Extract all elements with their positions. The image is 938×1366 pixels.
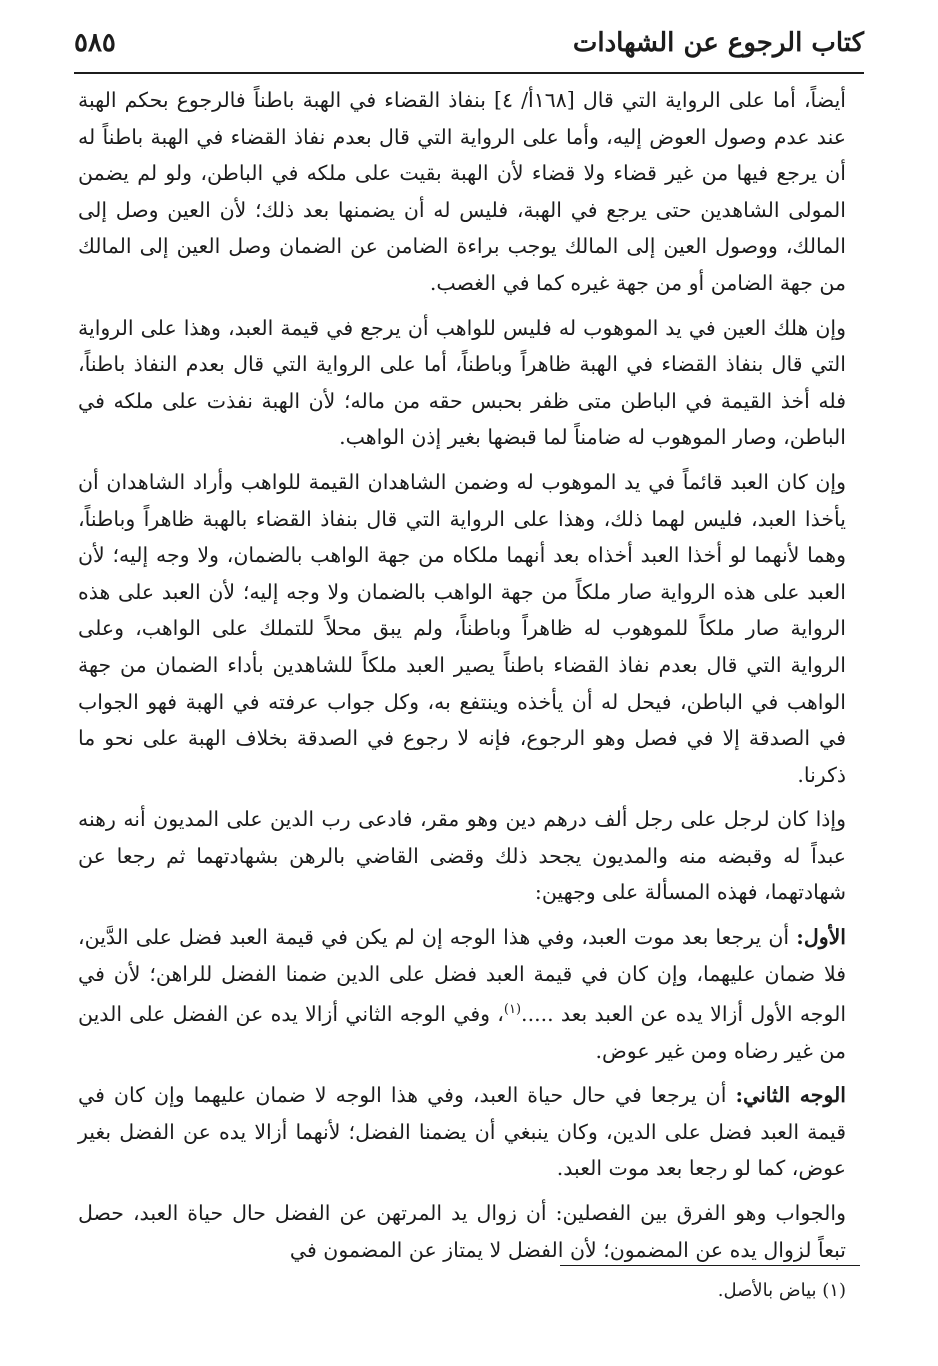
footnote-text: بياض بالأصل. bbox=[717, 1280, 817, 1301]
main-text bbox=[78, 82, 846, 1276]
first-case-paragraph bbox=[78, 919, 846, 1069]
paragraph-2: وإن هلك العين في يد الموهوب له فليس للواهب أن يرجع في قيمة العبد، وهذا على الرواية التي قال بنفاذ القضاء في الهبة ظاهراً وباطناً، أما على الرواية التي قال بعدم النفاذ باطناً، فله أخذ القيمة في الباطن متى ظفر بحبس حقه من ماله؛ لأن الهبة نفذت على ملكه في الباطن، وصار الموهوب له ضامناً لما قبضها بغير إذن الواهب. bbox=[78, 315, 846, 450]
first-case-text: أن يرجعا بعد موت العبد، وفي هذا الوجه إن لم يكن في قيمة العبد فضل على الدَّين، فلا ضمان عليهما، وإن كان في قيمة العبد فضل على الدين ضمنا الفضل للراهن؛ لأن في الوجه الأول أزالا يده عن العبد بعد ..... bbox=[78, 925, 847, 1027]
first-case-lead: الأول: bbox=[796, 925, 846, 950]
page-header bbox=[74, 22, 864, 74]
second-case-paragraph bbox=[78, 1077, 846, 1187]
paragraph-3: وإن كان العبد قائماً في يد الموهوب له وضمن الشاهدان القيمة للواهب وأراد الشاهدان أن يأخذا العبد، فليس لهما ذلك، وهذا على الرواية التي قال بنفاذ القضاء بالهبة ظاهراً وباطناً، وهما لأنهما لو أخذا العبد أخذاه بعد أنهما ملكاه من جهة الواهب بالضمان، ولا وجه إليه؛ لأن العبد على هذه الرواية صار ملكاً من جهة الواهب بالضمان ولا وجه إليه؛ لأن العبد على هذه الرواية صار ملكاً للموهوب له ظاهراً وباطناً، ولم يبق محلاً للتملك على الواهب، وعلى الرواية التي قال بعدم نفاذ القضاء باطناً يصير العبد ملكاً للشاهدين بأداء الضمان من جهة الواهب في الباطن، فيحل له أن يأخذه وينتفع به، وكل جواب عرفته في الهبة فهو الجواب في الصدقة إلا في فصل وهو الرجوع، فإنه لا رجوع في الصدقة بخلاف الهبة على نحو ما ذكرنا. bbox=[78, 469, 846, 787]
footnote-reference[interactable]: (١) bbox=[503, 1002, 522, 1018]
paragraph-4: وإذا كان لرجل على رجل ألف درهم دين وهو مقر، فادعى رب الدين على المديون أنه رهنه عبداً له وقبضه منه والمديون يجحد ذلك وقضى القاضي بالرهن بشهادتهما ثم رجعا عن شهادتهما، فهذه المسألة على وجهين: bbox=[78, 807, 846, 905]
page-number: ٥٨٥ bbox=[74, 28, 116, 58]
paragraph-1: أيضاً، أما على الرواية التي قال [١٦٨أ/ ٤] بنفاذ القضاء في الهبة باطناً فالرجوع بحكم الهبة عند عدم وصول العوض إليه، وأما على الرواية التي قال بعدم نفاذ القضاء في الهبة باطناً له أن يرجع فيها من غير قضاء ولا قضاء لأن الهبة بقيت على ملكه في الباطن، ولو لم يضمن المولى الشاهدين حتى يرجع في الهبة، فليس له أن يضمنها بعد ذلك؛ لأن العين وصل إلى المالك، ووصول العين إلى المالك يوجب براءة الضامن عن الضمان وصل العين إلى المالك من جهة الضامن أو من جهة غيره كما في الغصب. bbox=[78, 88, 846, 295]
footnote-divider bbox=[560, 1265, 860, 1266]
book-title: كتاب الرجوع عن الشهادات bbox=[572, 28, 864, 58]
closing-paragraph: والجواب وهو الفرق بين الفصلين: أن زوال يد المرتهن عن الفضل حال حياة العبد، حصل تبعاً لزوال يده عن المضمون؛ لأن الفضل لا يمتاز عن المضمون في bbox=[78, 1201, 846, 1262]
second-case-lead: الوجه الثاني: bbox=[735, 1083, 846, 1108]
first-case-text-end: ، وفي الوجه الثاني أزالا يده عن الفضل على الدين من غير رضاه ومن غير عوض. bbox=[78, 1002, 846, 1063]
footnote bbox=[718, 1278, 846, 1304]
footnote-number: (١) bbox=[822, 1280, 846, 1301]
second-case-text: أن يرجعا في حال حياة العبد، وفي هذا الوجه لا ضمان عليهما وإن كان في قيمة العبد فضل على الدين، وكان ينبغي أن يضمنا الفضل؛ لأنهما أزالا يده عن الفضل بغير عوض، كما لو رجعا بعد موت العبد. bbox=[78, 1083, 846, 1181]
